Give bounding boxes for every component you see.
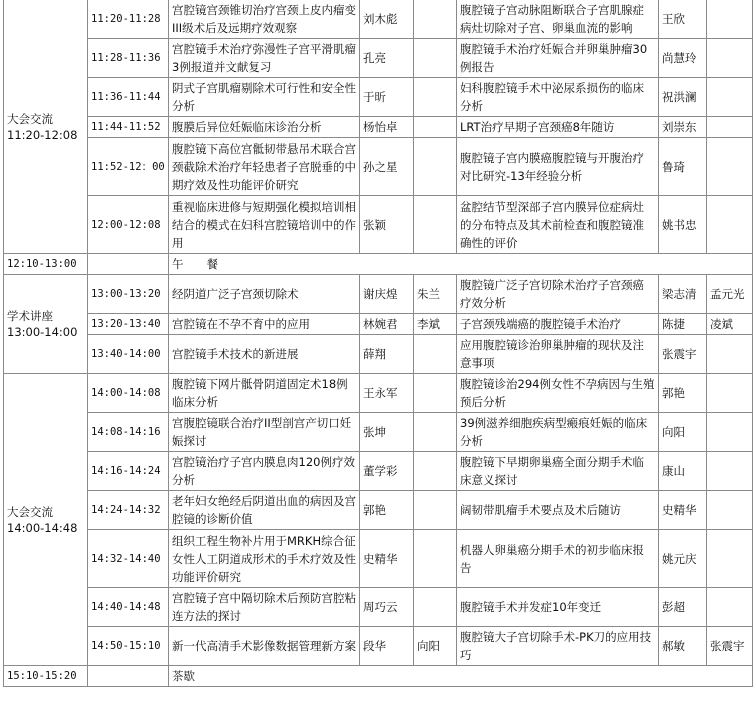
- row-speaker2: 史精华: [659, 491, 707, 530]
- row-title: 腹腔镜下高位宫骶韧带悬吊术联合宫颈截除术治疗年轻患者子宫脱垂的中期疗效及性功能评价研究: [169, 138, 360, 196]
- row-time: 11:28-11:36: [88, 39, 169, 78]
- schedule-table: [3, 0, 753, 687]
- row-topic: 机器人卵巢癌分期手术的初步临床报告: [457, 530, 659, 588]
- row-time: 14:24-14:32: [88, 491, 169, 530]
- row-chair: [414, 39, 457, 78]
- row-chair: [414, 117, 457, 138]
- row-chair2: 孟元光: [707, 275, 753, 314]
- row-chair2: [707, 335, 753, 374]
- row-topic: 腹腔镜下早期卵巢癌全面分期手术临床意义探讨: [457, 452, 659, 491]
- row-chair: [414, 413, 457, 452]
- row-topic: 腹腔镜子宫内膜癌腹腔镜与开腹治疗对比研究-13年经验分析: [457, 138, 659, 196]
- table-row: [4, 374, 753, 413]
- table-row: [4, 413, 753, 452]
- table-row: [4, 314, 753, 335]
- break-time: 12:10-13:00: [4, 254, 88, 275]
- row-speaker2: 梁志清: [659, 275, 707, 314]
- row-speaker2: 郝敏: [659, 627, 707, 666]
- break-row: [4, 254, 753, 275]
- table-row: [4, 491, 753, 530]
- row-speaker2: 向阳: [659, 413, 707, 452]
- session-time: 13:00-14:00: [7, 325, 78, 339]
- row-speaker: 张坤: [360, 413, 414, 452]
- row-speaker2: 王欣: [659, 0, 707, 39]
- row-speaker2: 姚元庆: [659, 530, 707, 588]
- row-time: 14:16-14:24: [88, 452, 169, 491]
- row-topic: 腹腔镜手术并发症10年变迁: [457, 588, 659, 627]
- table-row: [4, 530, 753, 588]
- row-topic: 腹腔镜诊治294例女性不孕病因与生殖预后分析: [457, 374, 659, 413]
- table-row: [4, 275, 753, 314]
- row-title: 宫腔镜手术治疗弥漫性子宫平滑肌瘤3例报道并文献复习: [169, 39, 360, 78]
- row-chair2: [707, 588, 753, 627]
- break-title: 午 餐: [169, 254, 753, 275]
- row-speaker: 段华: [360, 627, 414, 666]
- row-title: 新一代高清手术影像数据管理新方案: [169, 627, 360, 666]
- row-chair: [414, 374, 457, 413]
- row-chair: [414, 491, 457, 530]
- session-cell: [4, 275, 88, 374]
- row-speaker2: 鲁琦: [659, 138, 707, 196]
- row-title: 老年妇女绝经后阴道出血的病因及宫腔镜的诊断价值: [169, 491, 360, 530]
- row-chair2: [707, 452, 753, 491]
- row-speaker: 林婉君: [360, 314, 414, 335]
- break-empty: [88, 666, 169, 687]
- row-chair2: [707, 39, 753, 78]
- row-speaker: 郭艳: [360, 491, 414, 530]
- row-chair: [414, 196, 457, 254]
- row-chair: [414, 0, 457, 39]
- session-label: 大会交流: [7, 111, 53, 126]
- row-chair: [414, 452, 457, 491]
- row-speaker2: 彭超: [659, 588, 707, 627]
- row-topic: LRT治疗早期子宫颈癌8年随访: [457, 117, 659, 138]
- row-time: 14:32-14:40: [88, 530, 169, 588]
- row-chair2: [707, 374, 753, 413]
- break-empty: [88, 254, 169, 275]
- row-chair: 李斌: [414, 314, 457, 335]
- row-speaker2: 祝洪澜: [659, 78, 707, 117]
- row-title: 宫腹腔镜联合治疗II型剖宫产切口妊娠探讨: [169, 413, 360, 452]
- row-time: 14:08-14:16: [88, 413, 169, 452]
- row-chair2: 张震宇: [707, 627, 753, 666]
- row-speaker2: 姚书忠: [659, 196, 707, 254]
- row-title: 腹膜后异位妊娠临床诊治分析: [169, 117, 360, 138]
- session-time: 14:00-14:48: [7, 520, 78, 535]
- row-speaker2: 陈捷: [659, 314, 707, 335]
- row-chair2: [707, 138, 753, 196]
- row-speaker2: 康山: [659, 452, 707, 491]
- row-topic: 腹腔镜手术治疗妊娠合并卵巢肿瘤30例报告: [457, 39, 659, 78]
- row-speaker: 于昕: [360, 78, 414, 117]
- row-chair: [414, 138, 457, 196]
- session-time: 11:20-12:08: [7, 127, 78, 142]
- row-title: 宫腔镜子宫中隔切除术后预防宫腔粘连方法的探讨: [169, 588, 360, 627]
- row-title: 组织工程生物补片用于MRKH综合征女性人工阴道成形术的手术疗效及性功能评价研究: [169, 530, 360, 588]
- row-topic: 妇科腹腔镜手术中泌尿系损伤的临床分析: [457, 78, 659, 117]
- row-title: 宫腔镜治疗子宫内膜息肉120例疗效分析: [169, 452, 360, 491]
- row-speaker: 张颖: [360, 196, 414, 254]
- table-row: [4, 588, 753, 627]
- row-speaker: 刘木彪: [360, 0, 414, 39]
- row-speaker: 薛翔: [360, 335, 414, 374]
- break-title: 茶歇: [169, 666, 753, 687]
- row-speaker: 孔亮: [360, 39, 414, 78]
- table-row: [4, 78, 753, 117]
- row-topic: 阔韧带肌瘤手术要点及术后随访: [457, 491, 659, 530]
- table-row: [4, 335, 753, 374]
- row-topic: 应用腹腔镜诊治卵巢肿瘤的现状及注意事项: [457, 335, 659, 374]
- session-cell: [4, 0, 88, 254]
- row-title: 经阴道广泛子宫颈切除术: [169, 275, 360, 314]
- row-title: 阴式子宫肌瘤剔除术可行性和安全性分析: [169, 78, 360, 117]
- row-speaker: 谢庆煌: [360, 275, 414, 314]
- table-row: [4, 138, 753, 196]
- row-chair: [414, 530, 457, 588]
- row-chair: 向阳: [414, 627, 457, 666]
- row-chair: 朱兰: [414, 275, 457, 314]
- row-speaker2: 尚慧玲: [659, 39, 707, 78]
- row-chair: [414, 335, 457, 374]
- row-chair2: [707, 78, 753, 117]
- row-topic: 腹腔镜广泛子宫切除术治疗子宫颈癌疗效分析: [457, 275, 659, 314]
- row-speaker2: 张震宇: [659, 335, 707, 374]
- session-label: 大会交流: [7, 504, 53, 519]
- row-time: 13:20-13:40: [88, 314, 169, 335]
- row-chair2: [707, 530, 753, 588]
- row-time: 11:44-11:52: [88, 117, 169, 138]
- row-speaker: 史精华: [360, 530, 414, 588]
- break-row: [4, 666, 753, 687]
- row-speaker: 王永军: [360, 374, 414, 413]
- table-row: [4, 39, 753, 78]
- row-time: 13:00-13:20: [88, 275, 169, 314]
- row-chair2: [707, 196, 753, 254]
- row-speaker: 董学彩: [360, 452, 414, 491]
- row-speaker: 周巧云: [360, 588, 414, 627]
- row-time: 11:36-11:44: [88, 78, 169, 117]
- row-time: 13:40-14:00: [88, 335, 169, 374]
- row-speaker2: 郭艳: [659, 374, 707, 413]
- table-row: [4, 627, 753, 666]
- row-topic: 腹腔镜子宫动脉阻断联合子宫肌腺症病灶切除对子宫、卵巢血流的影响: [457, 0, 659, 39]
- session-cell: [4, 374, 88, 666]
- row-time: 11:20-11:28: [88, 0, 169, 39]
- table-row: [4, 452, 753, 491]
- break-time: 15:10-15:20: [4, 666, 88, 687]
- row-title: 重视临床进修与短期强化模拟培训相结合的模式在妇科宫腔镜培训中的作用: [169, 196, 360, 254]
- table-row: [4, 117, 753, 138]
- session-label: 学术讲座: [7, 309, 53, 323]
- table-row: [4, 196, 753, 254]
- row-speaker2: 刘崇东: [659, 117, 707, 138]
- row-chair2: [707, 491, 753, 530]
- row-chair2: [707, 117, 753, 138]
- row-speaker: 孙之星: [360, 138, 414, 196]
- row-chair2: 凌斌: [707, 314, 753, 335]
- row-title: 腹腔镜下网片骶骨阴道固定术18例临床分析: [169, 374, 360, 413]
- row-chair2: [707, 0, 753, 39]
- row-time: 14:50-15:10: [88, 627, 169, 666]
- row-time: 14:40-14:48: [88, 588, 169, 627]
- row-title: 宫腔镜手术技术的新进展: [169, 335, 360, 374]
- row-speaker: 杨怡卓: [360, 117, 414, 138]
- row-title: 宫腔镜宫颈锥切治疗宫颈上皮内瘤变III级术后及远期疗效观察: [169, 0, 360, 39]
- row-chair: [414, 78, 457, 117]
- row-time: 12:00-12:08: [88, 196, 169, 254]
- row-time: 14:00-14:08: [88, 374, 169, 413]
- row-time: 11:52-12：00: [88, 138, 169, 196]
- row-chair: [414, 588, 457, 627]
- row-topic: 腹腔镜大子宫切除手术-PK刀的应用技巧: [457, 627, 659, 666]
- row-chair2: [707, 413, 753, 452]
- table-row: [4, 0, 753, 39]
- row-title: 宫腔镜在不孕不育中的应用: [169, 314, 360, 335]
- row-topic: 盆腔结节型深部子宫内膜异位症病灶的分布特点及其术前检查和腹腔镜准确性的评价: [457, 196, 659, 254]
- row-topic: 子宫颈残端癌的腹腔镜手术治疗: [457, 314, 659, 335]
- row-topic: 39例滋养细胞疾病型瘢痕妊娠的临床分析: [457, 413, 659, 452]
